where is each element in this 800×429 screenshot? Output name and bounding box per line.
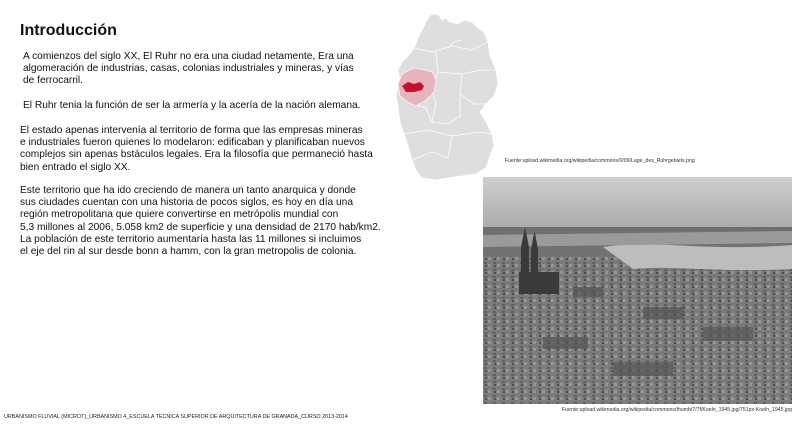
cologne-aerial-photo: [483, 177, 792, 404]
map-caption: Fuente:upload.wikimedia.org/wikipedia/commons/0/09/Lage_des_Ruhrgebiets.png: [505, 158, 695, 164]
photo-caption: Fuente:upload.wikimedia.org/wikipedia/commons/thumb/7/7f/Koeln_1945.jpg/751px-Koeln_1945.jpg: [562, 407, 792, 413]
paragraph-state: El estado apenas intervenía al territorio de forma que las empresas mineras e industriales fueron quienes lo modelaron: edificaban y planificaban nuevos complejos sin apenas bstáculos legales. Era la filosofía que permaneció hasta bien entrado el siglo XX.: [20, 125, 373, 173]
paragraph-function: El Ruhr tenia la función de ser la armería y la acería de la nación alemana.: [23, 100, 361, 111]
paragraph-intro: A comienzos del siglo XX, El Ruhr no era una ciudad netamente, Era una algomeración de industrias, casas, colonias industriales y mineras, y vías de ferrocarril.: [23, 51, 354, 87]
footer-credits: URBANISMO FLUVIAL (MICROT)_URBANISMO 4_ESCUELA TECNICA SUPERIOR DE ARQUITECTURA DE GRANADA_CURSO 2013-2014: [4, 414, 348, 420]
slide-title: Introducción: [20, 22, 117, 39]
germany-map: [392, 12, 502, 184]
paragraph-territory: Este territorio que ha ido creciendo de manera un tanto anarquica y donde sus ciudades cuentan con una historia de pocos siglos, es hoy en día una región metropolitana que quiere convertirse en metrópolis mundial con 5,3 millones al 2006, 5.058 km2 de superficie y una densidad de 2170 hab/km2. La población de este territorio aumentaría hasta las 11 millones si incluimos el eje del rin al sur desde bonn a hamm, con la gran metropolis de colonia.: [20, 185, 381, 258]
